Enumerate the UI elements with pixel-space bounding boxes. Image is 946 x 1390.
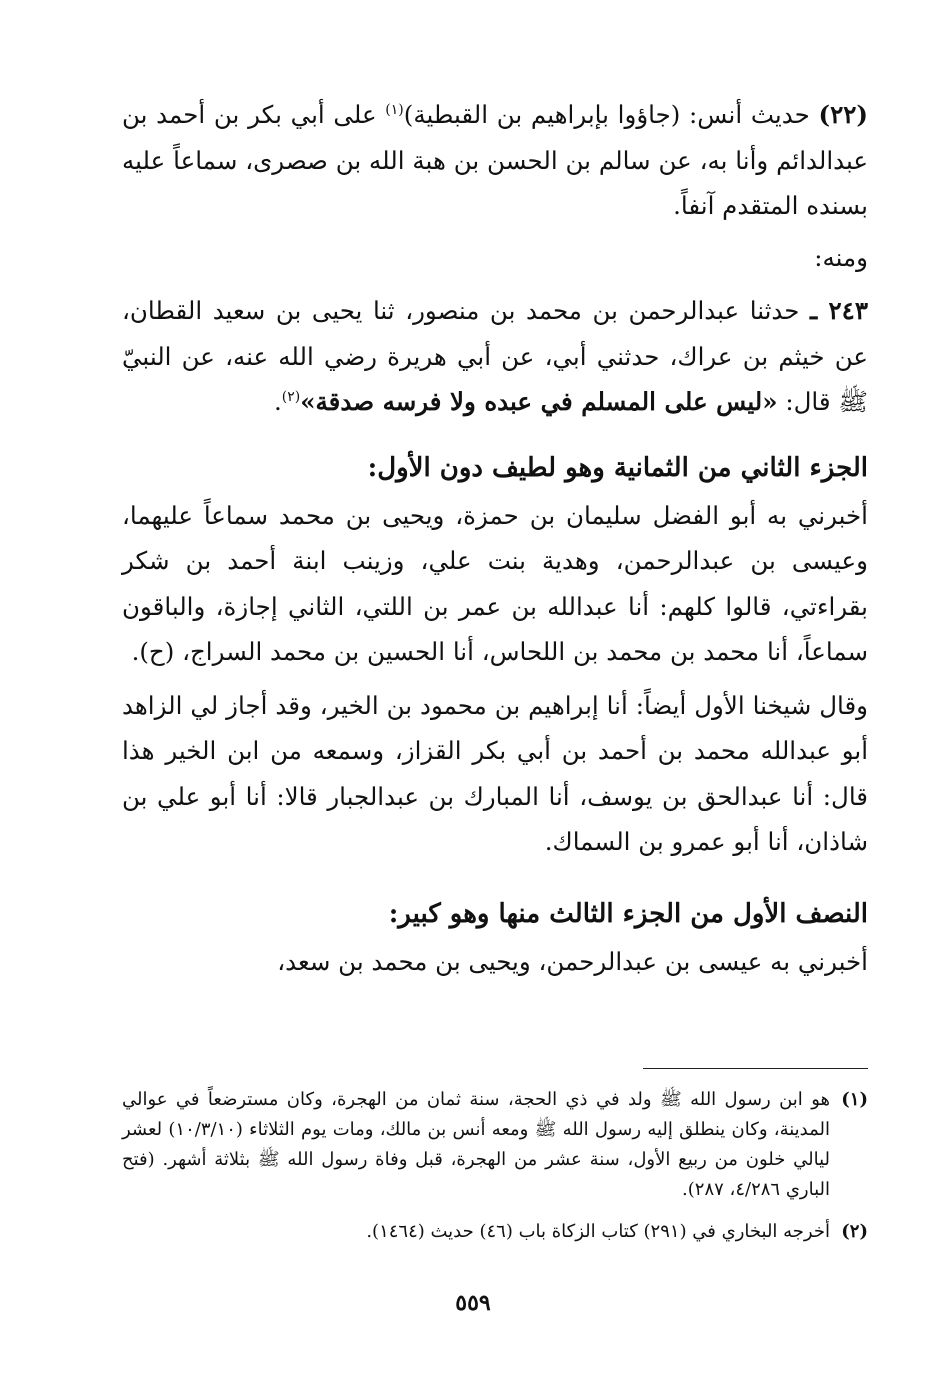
paragraph-hadith-243 (122, 288, 868, 425)
footnote-text: هو ابن رسول الله ﷺ ولد في ذي الحجة، سنة ثمان من الهجرة، وكان مسترضعاً في عوالي المدينة، وكان ينطلق إليه رسول الله ﷺ ومعه أنس بن مالك، ومات يوم الثلاثاء (١٠/٣/١٠) لعشر ليالي خلون من ربيع الأول، سنة عشر من الهجرة، قبل وفاة رسول الله ﷺ بثلاثة أشهر. (فتح الباري ٤/٢٨٦، ٢٨٧). (122, 1089, 830, 1200)
footnote-2 (122, 1217, 868, 1247)
paragraph-text: على أبي بكر بن أحمد بن عبدالدائم وأنا به، عن سالم بن الحسن بن هبة الله بن صصرى، سماعاً عليه بسنده المتقدم آنفاً. (122, 100, 868, 220)
paragraph-minhu: ومنه: (814, 242, 868, 272)
paragraph-part-2: أخبرني به أبو الفضل سليمان بن حمزة، ويحيى بن محمد سماعاً عليهما، وعيسى بن عبدالرحمن، وهدية بنت علي، وزينب ابنة أحمد بن شكر بقراءتي، قالوا كلهم: أنا عبدالله بن عمر بن اللتي، الثاني إجازة، والباقون سماعاً، أنا محمد بن محمد بن اللحاس، أنا الحسين بن محمد السراج، (ح). (122, 500, 868, 666)
paragraph-text: حدثنا عبدالرحمن بن محمد بن منصور، ثنا يحيى بن سعيد القطان، عن خيثم بن عراك، حدثني أبي، عن أبي هريرة رضي الله عنه، عن النبيّ ﷺ قال: (122, 296, 868, 416)
hadith-number: (٢٢) (818, 100, 868, 129)
paragraph-qal: وقال شيخنا الأول أيضاً: أنا إبراهيم بن محمود بن الخير، وقد أجاز لي الزاهد أبو عبدالله محمد بن أحمد بن أبي بكر القزاز، وسمعه من ابن الخير هذا قال: أنا عبدالحق بن يوسف، أنا المبارك بن عبدالجبار قالا: أنا أبو علي بن شاذان، أنا أبو عمرو بن السماك. (122, 690, 868, 856)
footnote-ref-2[interactable]: (٢) (281, 388, 301, 405)
footnote-number: (٢) (841, 1221, 868, 1242)
footnote-1 (122, 1085, 868, 1205)
footnote-text: أخرجه البخاري في (٢٩١) كتاب الزكاة باب (٤٦) حديث (١٤٦٤). (366, 1221, 830, 1242)
footnote-ref-1[interactable]: (١) (385, 101, 404, 118)
paragraph-text: حديث أنس: (جاؤوا بإبراهيم بن القبطية) (403, 100, 810, 129)
footnotes (122, 1085, 868, 1247)
section-heading-part-3: النصف الأول من الجزء الثالث منها وهو كبير: (388, 898, 868, 929)
footnote-number: (١) (841, 1089, 868, 1110)
footnote-divider (643, 1068, 868, 1069)
paragraph-hadith-22 (122, 92, 868, 229)
paragraph-end: . (273, 387, 282, 416)
hadith-number: ٢٤٣ ـ (810, 296, 868, 325)
paragraph-part-3: أخبرني به عيسى بن عبدالرحمن، ويحيى بن محمد بن سعد، (277, 946, 868, 976)
hadith-quote: «ليس على المسلم في عبده ولا فرسه صدقة» (300, 387, 778, 416)
section-heading-part-2: الجزء الثاني من الثمانية وهو لطيف دون الأول: (367, 452, 868, 483)
page-number: ٥٥٩ (455, 1290, 491, 1316)
